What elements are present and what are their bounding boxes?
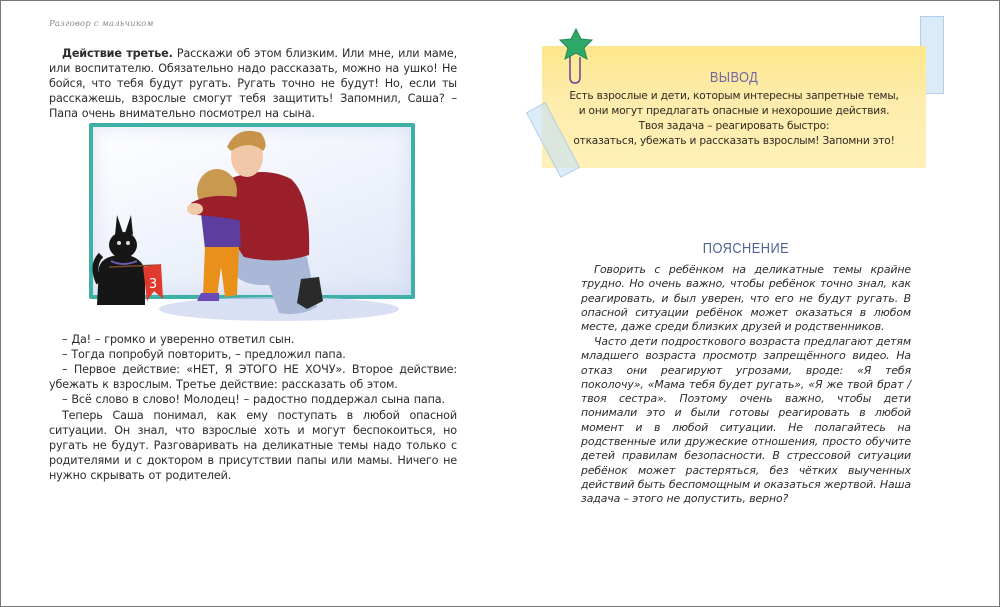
illustration-father-hugging-son <box>79 117 424 327</box>
illustration-figures <box>79 117 424 327</box>
conclusion-title: ВЫВОД <box>709 69 759 86</box>
child-pants <box>203 247 239 297</box>
dialog-block <box>49 333 457 408</box>
paragraph-final: Теперь Саша понимал, как ему поступать в любой опасной ситуации. Он знал, что взрослые хоть и могут беспокоиться, но ругать не будут. Разговаривать на деликатные темы надо только с родителями и с доктором в присутствии папы или мамы. Ничего не нужно скрывать от родителей. <box>49 409 457 482</box>
paragraph-text: Расскажи об этом близким. Или мне, или маме, или воспитателю. Обязательно надо рассказать, можно на ушко! Не бойся, что тебя будут ругать. Ругать точно не будут! Но, если ты расскажешь, взрослые смогут тебя защитить! Запомнил, Саша? – Папа очень внимательно посмотрел на сына. <box>49 47 457 120</box>
book-spread <box>1 1 999 606</box>
dog <box>95 215 145 305</box>
flag-number: 3 <box>148 277 158 292</box>
dialog-line: – Тогда попробуй повторить, – предложил папа. <box>62 347 346 361</box>
explanation-paragraph: Говорить с ребёнком на деликатные темы крайне трудно. Но очень важно, чтобы ребёнок точно знал, как реагировать, и был уверен, что его не будут ругать. В опасной ситуации ребёнок может оказаться в любом месте, даже среди близких друзей и родственников. <box>581 263 911 334</box>
conclusion-line: отказаться, убежать и рассказать взрослым! Запомни это! <box>573 135 895 147</box>
dialog-line: – Всё слово в слово! Молодец! – радостно поддержал сына папа. <box>62 392 445 406</box>
conclusion-line: Твоя задача – реагировать быстро: <box>638 120 830 132</box>
child-shoe <box>197 293 219 301</box>
conclusion-line: и они могут предлагать опасные и нехорошие действия. <box>578 105 890 117</box>
paragraph-lead: Действие третье. <box>62 47 173 60</box>
explanation-paragraph: Часто дети подросткового возраста предлагают детям младшего возраста просмотр запрещённого видео. На отказ они реагируют угрозами, вроде: «Я тебя поколочу», «Мама тебя будет ругать», «Я же твой брат / твоя сестра». Поэтому очень важно, чтобы дети понимали это и были готовы реагировать в любой момент и в любой ситуации. Не полагайтесь на родственные или дружеские отношения, просто обучите детей правилам безопасности. В стрессовой ситуации ребёнок может растеряться, без чётких выученных действий быть беспомощным и оказаться жертвой. Наша задача – этого не допустить, верно? <box>581 335 911 506</box>
running-head: Разговор с мальчиком <box>49 19 154 29</box>
conclusion-text <box>542 89 926 149</box>
paragraph-action-three <box>49 47 457 122</box>
dialog-line: – Первое действие: «НЕТ, Я ЭТОГО НЕ ХОЧУ». Второе действие: убежать к взрослым. Третье действие: рассказать об этом. <box>49 362 457 391</box>
father-hand <box>187 203 203 215</box>
explanation-title: ПОЯСНЕНИЕ <box>702 240 790 257</box>
conclusion-line: Есть взрослые и дети, которым интересны запретные темы, <box>569 90 899 102</box>
dialog-line: – Да! – громко и уверенно ответил сын. <box>62 333 295 346</box>
